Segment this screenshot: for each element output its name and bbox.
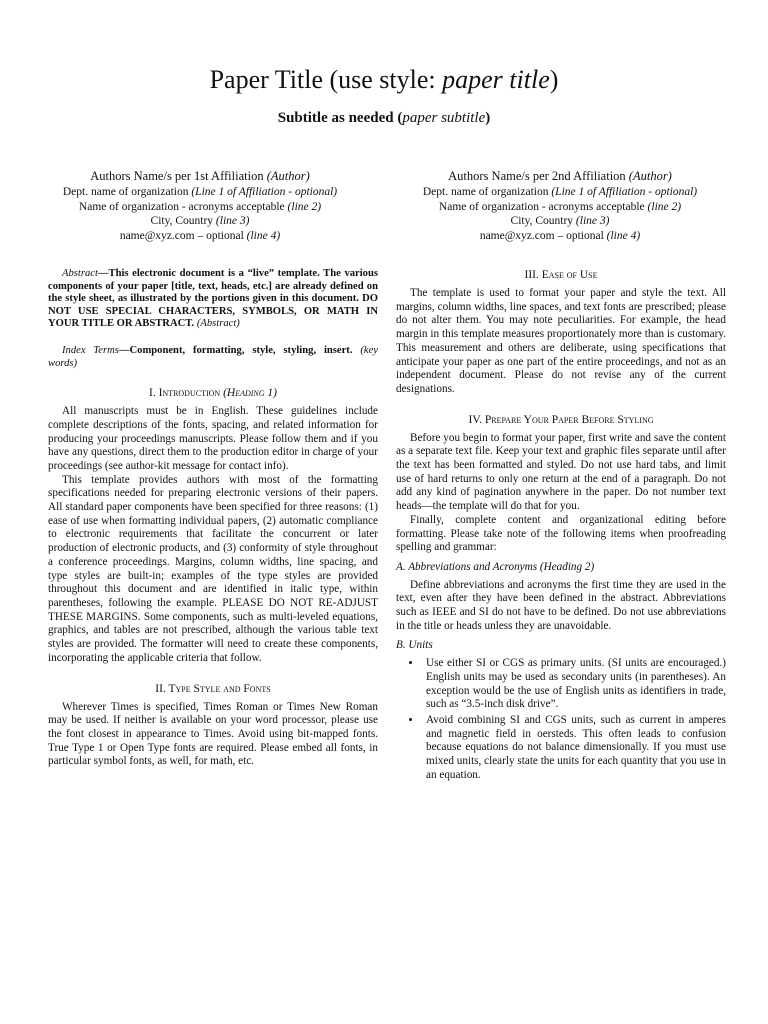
units-list [396, 657, 726, 782]
author-name: Authors Name/s per 2nd Affiliation (Author) [448, 169, 672, 183]
author-dept: Dept. name of organization (Line 1 of Affiliation - optional) [422, 186, 698, 198]
paragraph: Finally, complete content and organizational editing before formatting. Please take note of the following items when proofreading spelling and grammar: [396, 513, 726, 554]
list-item: • Avoid combining SI and CGS units, such as current in amperes and magnetic field in oersteds. This often leads to confusion because equations do not balance dimensionally. If you must use mixed units, clearly state the units for each quantity that you use in an equation. [422, 714, 726, 783]
author-email: name@xyz.com – optional (line 4) [479, 229, 641, 242]
list-item: • Use either SI or CGS as primary units. (SI units are encouraged.) English units may be used as secondary units (in parentheses). An exception would be the use of English units as identifiers in trade, such as “3.5-inch disk drive”. [422, 657, 726, 712]
paper-subtitle: Subtitle as needed (paper subtitle) [277, 110, 491, 126]
author-block-2 [380, 168, 740, 243]
author-org: Name of organization - acronyms acceptable (line 2) [78, 200, 322, 213]
paper-title: Paper Title (use style: paper title) [209, 65, 559, 94]
subsection-heading-units: B. Units [396, 639, 433, 652]
section-heading-type-style: II. Type Style and Fonts [155, 682, 271, 695]
right-column [396, 268, 726, 785]
section-heading-prepare: IV. Prepare Your Paper Before Styling [468, 413, 654, 426]
left-column [48, 268, 378, 769]
author-org: Name of organization - acronyms acceptable (line 2) [438, 200, 682, 213]
paragraph: The template is used to format your paper and style the text. All margins, column widths, line spaces, and text fonts are prescribed; please do not alter them. You may note peculiarities. For example, the head margin in this template measures proportionately more than is customary. This measurement and others are deliberate, using specifications that anticipate your paper as one part of the entire proceedings, and not as an independent document. Please do not revise any of the current designations. [396, 287, 726, 395]
paragraph: Wherever Times is specified, Times Roman or Times New Roman may be used. If neither is available on your word processor, please use the font closest in appearance to Times. Avoid using bit-mapped fonts. True Type 1 or Open Type fonts are required. Please embed all fonts, in particular symbol fonts, as well, for math, etc. [48, 700, 378, 768]
paragraph: Before you begin to format your paper, first write and save the content as a separate text file. Keep your text and graphic files separate until after the text has been formatted and styled. Do not use hard tabs, and limit use of hard returns to only one return at the end of a paragraph. Do not add any kind of pagination anywhere in the paper. Do not number text heads—the template will do that for you. [396, 431, 726, 513]
section-heading-ease-of-use: III. Ease of Use [524, 269, 598, 281]
author-name: Authors Name/s per 1st Affiliation (Author) [90, 169, 310, 183]
author-city: City, Country (line 3) [150, 215, 250, 227]
author-dept: Dept. name of organization (Line 1 of Affiliation - optional) [62, 186, 338, 198]
paragraph: All manuscripts must be in English. These guidelines include complete descriptions of the fonts, spacing, and related information for producing your proceedings manuscripts. Please follow them and if you have any questions, direct them to the production editor in charge of your proceedings (see author-kit message for contact info). [48, 405, 378, 472]
abstract: Abstract—This electronic document is a “live” template. The various components of your paper [title, text, heads, etc.] are already defined on the style sheet, as illustrated by the portions given in this document. DO NOT USE SPECIAL CHARACTERS, SYMBOLS, OR MATH IN YOUR TITLE OR ABSTRACT. (Abstract) [48, 268, 378, 330]
paragraph: Define abbreviations and acronyms the first time they are used in the text, even after they have been defined in the abstract. Abbreviations such as IEEE and SI do not have to be defined. Do not use abbreviations in the title or heads unless they are unavoidable. [396, 578, 726, 632]
index-terms: Index Terms—Component, formatting, style, styling, insert. (key words) [48, 344, 378, 369]
title-block [0, 64, 768, 128]
subsection-heading-abbreviations: A. Abbreviations and Acronyms (Heading 2) [396, 560, 595, 573]
author-city: City, Country (line 3) [510, 215, 610, 227]
paragraph: This template provides authors with most of the formatting specifications needed for preparing electronic versions of their papers. All standard paper components have been specified for three reasons: (1) ease of use when formatting individual papers, (2) automatic compliance to electronic requirements that facilitate the concurrent or later production of electronic products, and (3) conformity of style throughout a conference proceedings. Margins, column widths, line spacing, and type styles are built-in; examples of the type styles are provided throughout this document and are identified in italic type, within parentheses, following the example. PLEASE DO NOT RE-ADJUST THESE MARGINS. Some components, such as multi-leveled equations, graphics, and tables are not prescribed, although the various table text styles are provided. The formatter will need to create these components, incorporating the applicable criteria that follow. [48, 473, 378, 664]
author-block-1 [20, 168, 380, 243]
author-email: name@xyz.com – optional (line 4) [119, 229, 281, 242]
section-heading-introduction: I. Introduction (Heading 1) [149, 387, 277, 400]
